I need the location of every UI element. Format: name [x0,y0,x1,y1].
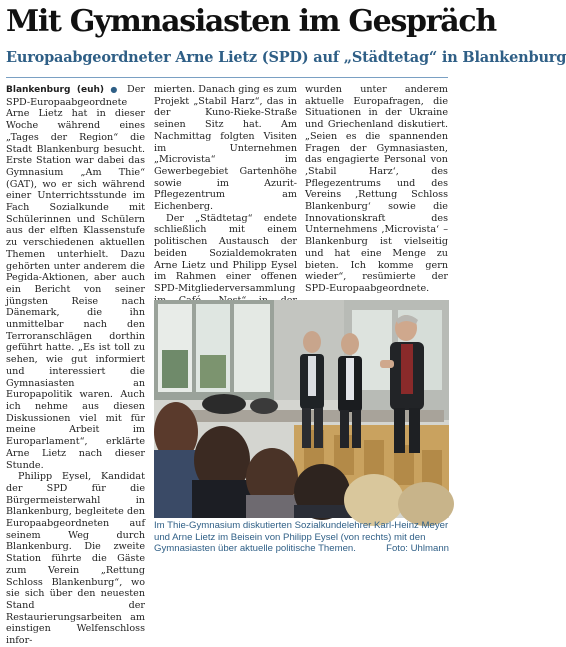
headline: Mit Gymnasiasten im Gespräch [6,4,496,39]
photo-credit: Foto: Uhlmann [386,543,449,554]
paragraph-2: Philipp Eysel, Kandidat der SPD für die Bürgermeisterwahl in Blankenburg, begleitete den Europaabgeordneten auf seinem Weg durch Blankenburg. Die zweite Station führte die Gäste zum Verein „Rettung Schloss Blankenburg“, wo sie sich über den neuesten Stand der Restaurierungsarbeiten am einstigen Welfenschloss infor- [6,471,145,647]
photo-caption [154,520,449,555]
classroom-photo-illustration [154,300,449,518]
caption-text: Im Thie-Gymnasium diskutierten Sozialkundelehrer Karl-Heinz Meyer und Arne Lietz im Beisein von Philipp Eysel (von rechts) mit den Gymnasiasten über aktuelle politische Themen. [154,520,449,554]
paragraph-text: Der SPD-Europaabgeordnete Arne Lietz hat in dieser Woche während eines „Tages der Region“ die Stadt Blankenburg besucht. Erste Station war dabei das Gymnasium „Am Thie“ (GAT), wo er sich während einer Unterrichtsstunde im Fach Sozialkunde mit Schülerinnen und Schülern aus der elften Klassenstufe zu verschiedenen aktuellen Themen unterhielt. Dazu gehörten unter anderem die Pegida-Aktionen, aber auch ein Bericht von seiner jüngsten Reise nach Dänemark, die ihn unmittelbar nach den Terroranschlägen dorthin geführt hatte. „Es ist toll zu sehen, wie gut informiert und interessiert die Gymnasiasten an Europapolitik waren. Auch ich nehme aus diesen Diskussionen viel mit für meine Arbeit im Europarlament“, erklärte Arne Lietz nach dieser Stunde. [6,84,145,471]
subheadline: Europaabgeordneter Arne Lietz (SPD) auf „Städtetag“ in Blankenburg [6,49,566,66]
paragraph-1 [6,84,145,471]
divider-rule [6,77,448,78]
paragraph-3: mierten. Danach ging es zum Projekt „Stabil Harz“, das in der Kuno-Rieke-Straße seinen Sitz hat. Am Nachmittag folgten Visiten im Unternehmen „Microvista“ im Gewerbegebiet Gartenhöhe sowie im Azurit-Pflegezentrum am Eichenberg. [154,84,297,213]
bullet-icon: ● [110,85,121,94]
article-column-1 [6,84,145,647]
dateline: Blankenburg (euh) [6,85,104,95]
paragraph-4: Der „Städtetag“ endete schließlich mit einem politischen Austausch der beiden Sozialdemokraten Arne Lietz und Philipp Eysel im Rahmen einer offenen SPD-Mitgliederversammlung [154,212,297,294]
classroom-photo [154,300,449,518]
article-column-3 [305,84,448,298]
paragraph-5: wurden unter anderem aktuelle Europafragen, die Situationen in der Ukraine und Griechenland diskutiert. „Seien es die spannenden Fragen der Gymnasiasten, das engagierte Personal von ‚Stabil Harz‘, des Pflegezentrums und des Vereins ‚Rettung Schloss Blankenburg‘ sowie die Innovationskraft des Unternehmens ‚Microvista‘ – Blankenburg ist vielseitig und hat eine Menge zu bieten. Ich komme gern wieder“, resümierte der SPD-Europaabgeordnete. [305,84,448,294]
article-column-2 [154,84,297,298]
